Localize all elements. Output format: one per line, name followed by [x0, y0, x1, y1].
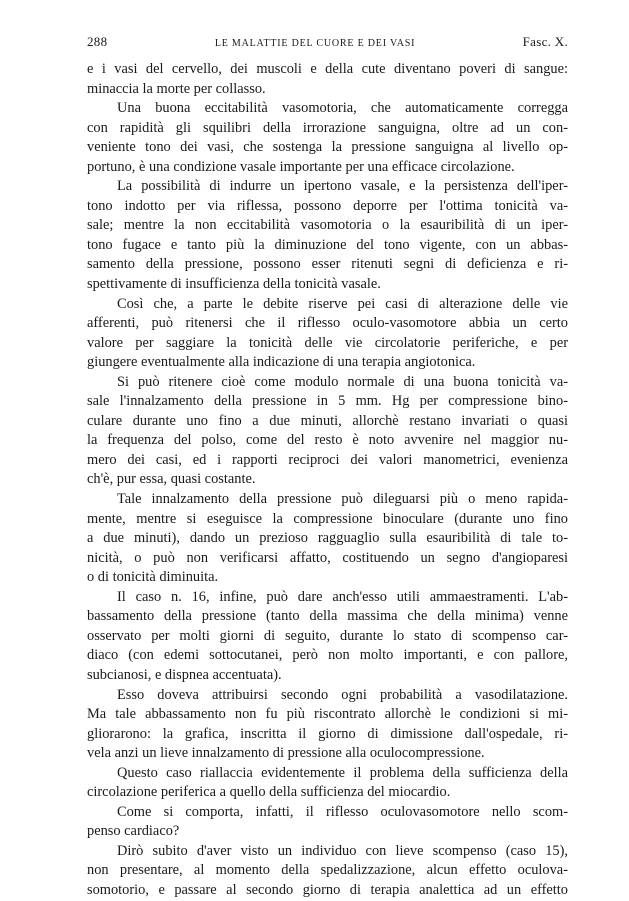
- text-line: non presentare, al momento della spedalizzazione, alcun effetto oculova-: [87, 862, 568, 879]
- text-line: La possibilità di indurre un ipertono vasale, e la persistenza dell'iper-: [117, 178, 568, 195]
- running-header: [87, 34, 568, 52]
- text-line: subcianosi, e dispnea accentuata).: [87, 666, 282, 683]
- text-line: la frequenza del polso, come del resto è noto avvenire nel maggior nu-: [87, 432, 568, 449]
- fascicle-label: Fasc. X.: [522, 34, 568, 49]
- text-line: Ma tale abbassamento non fu più riscontrato allorchè le condizioni si mi-: [87, 706, 568, 723]
- text-line: Questo caso riallaccia evidentemente il problema della sufficienza della: [117, 764, 568, 781]
- text-line: Esso doveva attribuirsi secondo ogni probabilità a vasodilatazione.: [117, 686, 568, 703]
- text-line: valore per saggiare la tonicità delle vie circolatorie periferiche, e per: [87, 334, 568, 351]
- text-line: samento della pressione, possono esser ritenuti segni di deficienza e ri-: [87, 256, 568, 273]
- text-line: sale; mentre la non eccitabilità vasomotoria o la esauribilità di un iper-: [87, 217, 568, 234]
- text-line: a due minuti), dando un prezioso ragguaglio sulla esauribilità di tale to-: [87, 530, 568, 547]
- text-line: ch'è, pur essa, quasi costante.: [87, 471, 256, 488]
- text-line: con rapidità gli squilibri della irrorazione sanguigna, oltre ad un con-: [87, 119, 568, 136]
- text-line: o di tonicità diminuita.: [87, 569, 219, 586]
- text-line: portuno, è una condizione vasale importante per una efficace circolazione.: [87, 158, 515, 175]
- text-line: mente, mentre si eseguisce la compressione binoculare (durante uno fino: [87, 510, 568, 527]
- text-line: sale l'innalzamento della pressione in 5 mm. Hg per compressione bino-: [87, 393, 568, 410]
- text-line: Si può ritenere cioè come modulo normale di una buona tonicità va-: [117, 373, 568, 390]
- text-line: gliorarono: la grafica, inscritta il giorno di dimissione dall'ospedale, ri-: [87, 725, 568, 742]
- text-line: mero dei casi, ed i rapporti reciproci dei valori manometrici, evenienza: [87, 451, 568, 468]
- text-line: Tale innalzamento della pressione può dileguarsi più o meno rapida-: [117, 491, 568, 508]
- text-line: somotorio, e passare al secondo giorno di terapia analettica ad un effetto: [87, 881, 568, 898]
- text-line: Dirò subito d'aver visto un individuo con lieve scompenso (caso 15),: [117, 842, 568, 859]
- body-text: [87, 60, 568, 901]
- text-line: minaccia la morte per collasso.: [87, 80, 266, 97]
- running-title: LE MALATTIE DEL CUORE E DEI VASI: [214, 38, 416, 49]
- text-line: tono indotto per via riflessa, possono deporre per l'ottima tonicità va-: [87, 197, 568, 214]
- text-line: tono fugace e tanto più la diminuzione del tono vigente, con un abbas-: [87, 236, 568, 253]
- text-line: nicità, o può non verificarsi affatto, costituendo un segno d'angioparesi: [87, 549, 568, 566]
- text-line: e i vasi del cervello, dei muscoli e della cute diventano poveri di sangue:: [87, 61, 568, 77]
- text-line: giungere eventualmente alla indicazione di una terapia angiotonica.: [87, 354, 476, 371]
- text-line: vela anzi un lieve innalzamento di pressione alla oculocompressione.: [87, 745, 485, 762]
- page-number: 288: [87, 34, 108, 49]
- text-line: culare durante uno fino a due minuti, allorchè restano invariati o quasi: [87, 412, 568, 429]
- text-line: veniente tono dei vasi, che sostenga la pressione sanguigna al livello op-: [87, 139, 568, 156]
- text-line: spettivamente di insufficienza della tonicità vasale.: [87, 276, 381, 293]
- text-line: bassamento della pressione (tanto della massima che della minima) venne: [87, 608, 568, 625]
- text-line: diaco (con edemi sottocutanei, però non molto importanti, e con pallore,: [87, 647, 568, 664]
- text-line: Il caso n. 16, infine, può dare anch'esso utili ammaestramenti. L'ab-: [117, 588, 568, 605]
- text-line: Come si comporta, infatti, il riflesso oculovasomotore nello scom-: [117, 803, 568, 820]
- text-line: osservato per molti giorni di seguito, durante lo stato di scompenso car-: [87, 627, 568, 644]
- text-line: afferenti, può ritenersi che il riflesso oculo-vasomotore abbia un certo: [87, 315, 568, 332]
- text-line: Così che, a parte le debite riserve pei casi di alterazione delle vie: [117, 295, 568, 312]
- text-line: Una buona eccitabilità vasomotoria, che automaticamente corregga: [117, 100, 568, 117]
- text-line: circolazione periferica a quello della sufficienza del miocardio.: [87, 784, 451, 801]
- text-line: penso cardiaco?: [87, 823, 180, 840]
